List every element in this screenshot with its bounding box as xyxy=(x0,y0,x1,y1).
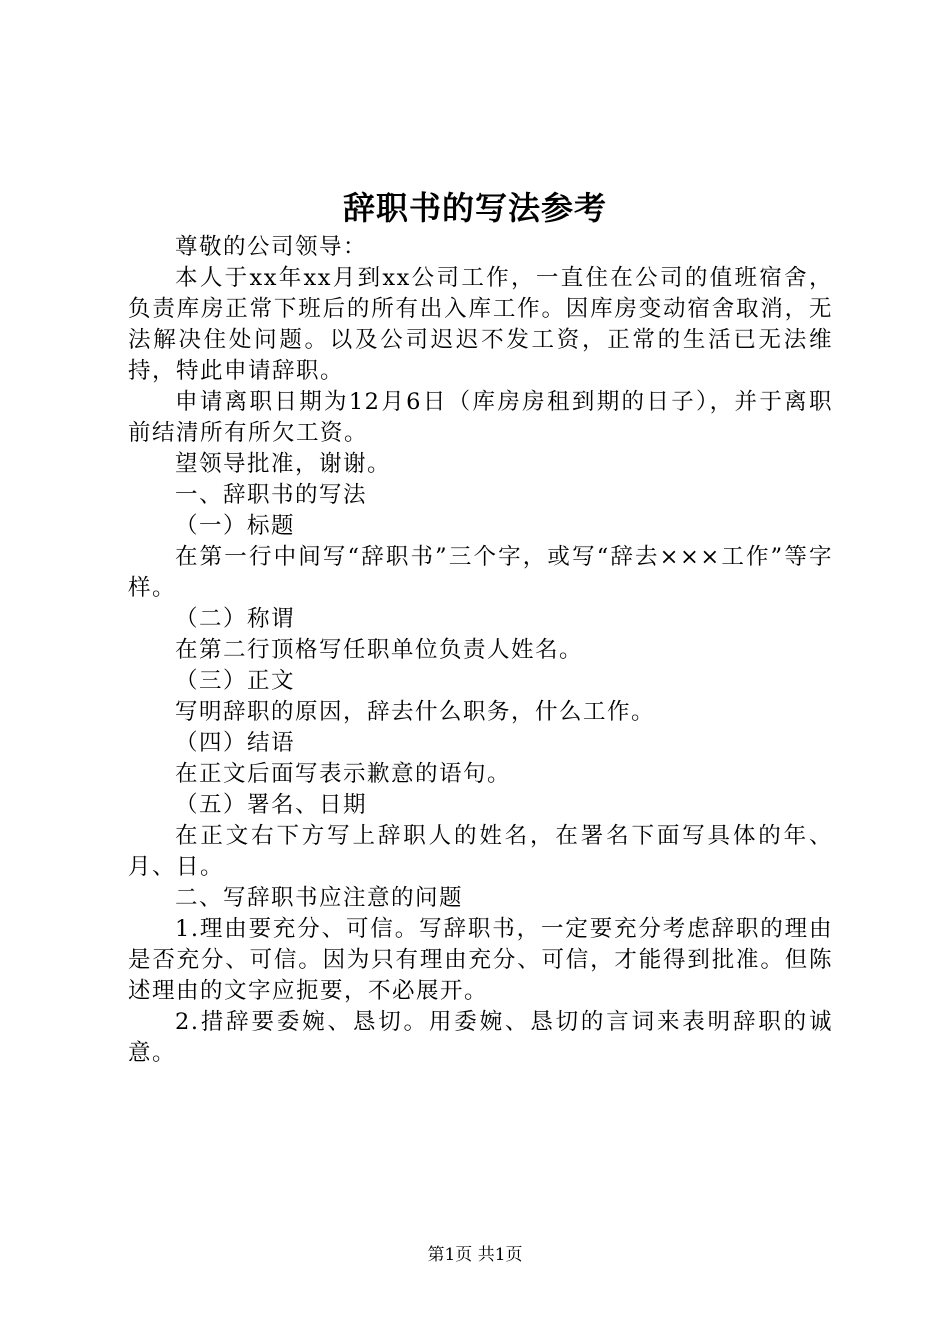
subheading-title: （一）标题 xyxy=(175,513,296,539)
paragraph-body-rule: 写明辞职的原因，辞去什么职务，什么工作。 xyxy=(175,699,656,725)
paragraph-title-rule: 在第一行中间写“辞职书”三个字，或写“辞去×××工作”等字样。 xyxy=(128,544,833,601)
paragraph-point-2: 2.措辞要委婉、恳切。用委婉、恳切的言词来表明辞职的诚意。 xyxy=(128,1009,833,1066)
document-body xyxy=(128,232,833,1069)
page-footer: 第1页 共1页 xyxy=(427,1245,523,1265)
paragraph-signature-rule: 在正文右下方写上辞职人的姓名，在署名下面写具体的年、月、日。 xyxy=(128,823,833,880)
paragraph-request: 望领导批准，谢谢。 xyxy=(175,451,392,477)
subheading-closing: （四）结语 xyxy=(175,730,296,756)
paragraph-salutation-rule: 在第二行顶格写任职单位负责人姓名。 xyxy=(175,637,584,663)
subheading-signature: （五）署名、日期 xyxy=(175,792,368,818)
subheading-body: （三）正文 xyxy=(175,668,296,694)
paragraph-closing-rule: 在正文后面写表示歉意的语句。 xyxy=(175,761,512,787)
subheading-salutation: （二）称谓 xyxy=(175,606,296,632)
document-title: 辞职书的写法参考 xyxy=(342,189,607,227)
paragraph-resignation-date: 申请离职日期为12月6日（库房房租到期的日子），并于离职前结清所有所欠工资。 xyxy=(128,389,833,446)
paragraph-employment: 本人于xx年xx月到xx公司工作，一直住在公司的值班宿舍，负责库房正常下班后的所有出入库工作。因库房变动宿舍取消，无法解决住处问题。以及公司迟迟不发工资，正常的生活已无法维持，特此申请辞职。 xyxy=(128,265,833,384)
section-heading-2: 二、写辞职书应注意的问题 xyxy=(175,885,464,911)
section-heading-1: 一、辞职书的写法 xyxy=(175,482,368,508)
paragraph-point-1: 1.理由要充分、可信。写辞职书，一定要充分考虑辞职的理由是否充分、可信。因为只有理由充分、可信，才能得到批准。但陈述理由的文字应扼要，不必展开。 xyxy=(128,916,833,1004)
salutation: 尊敬的公司领导： xyxy=(175,234,368,260)
